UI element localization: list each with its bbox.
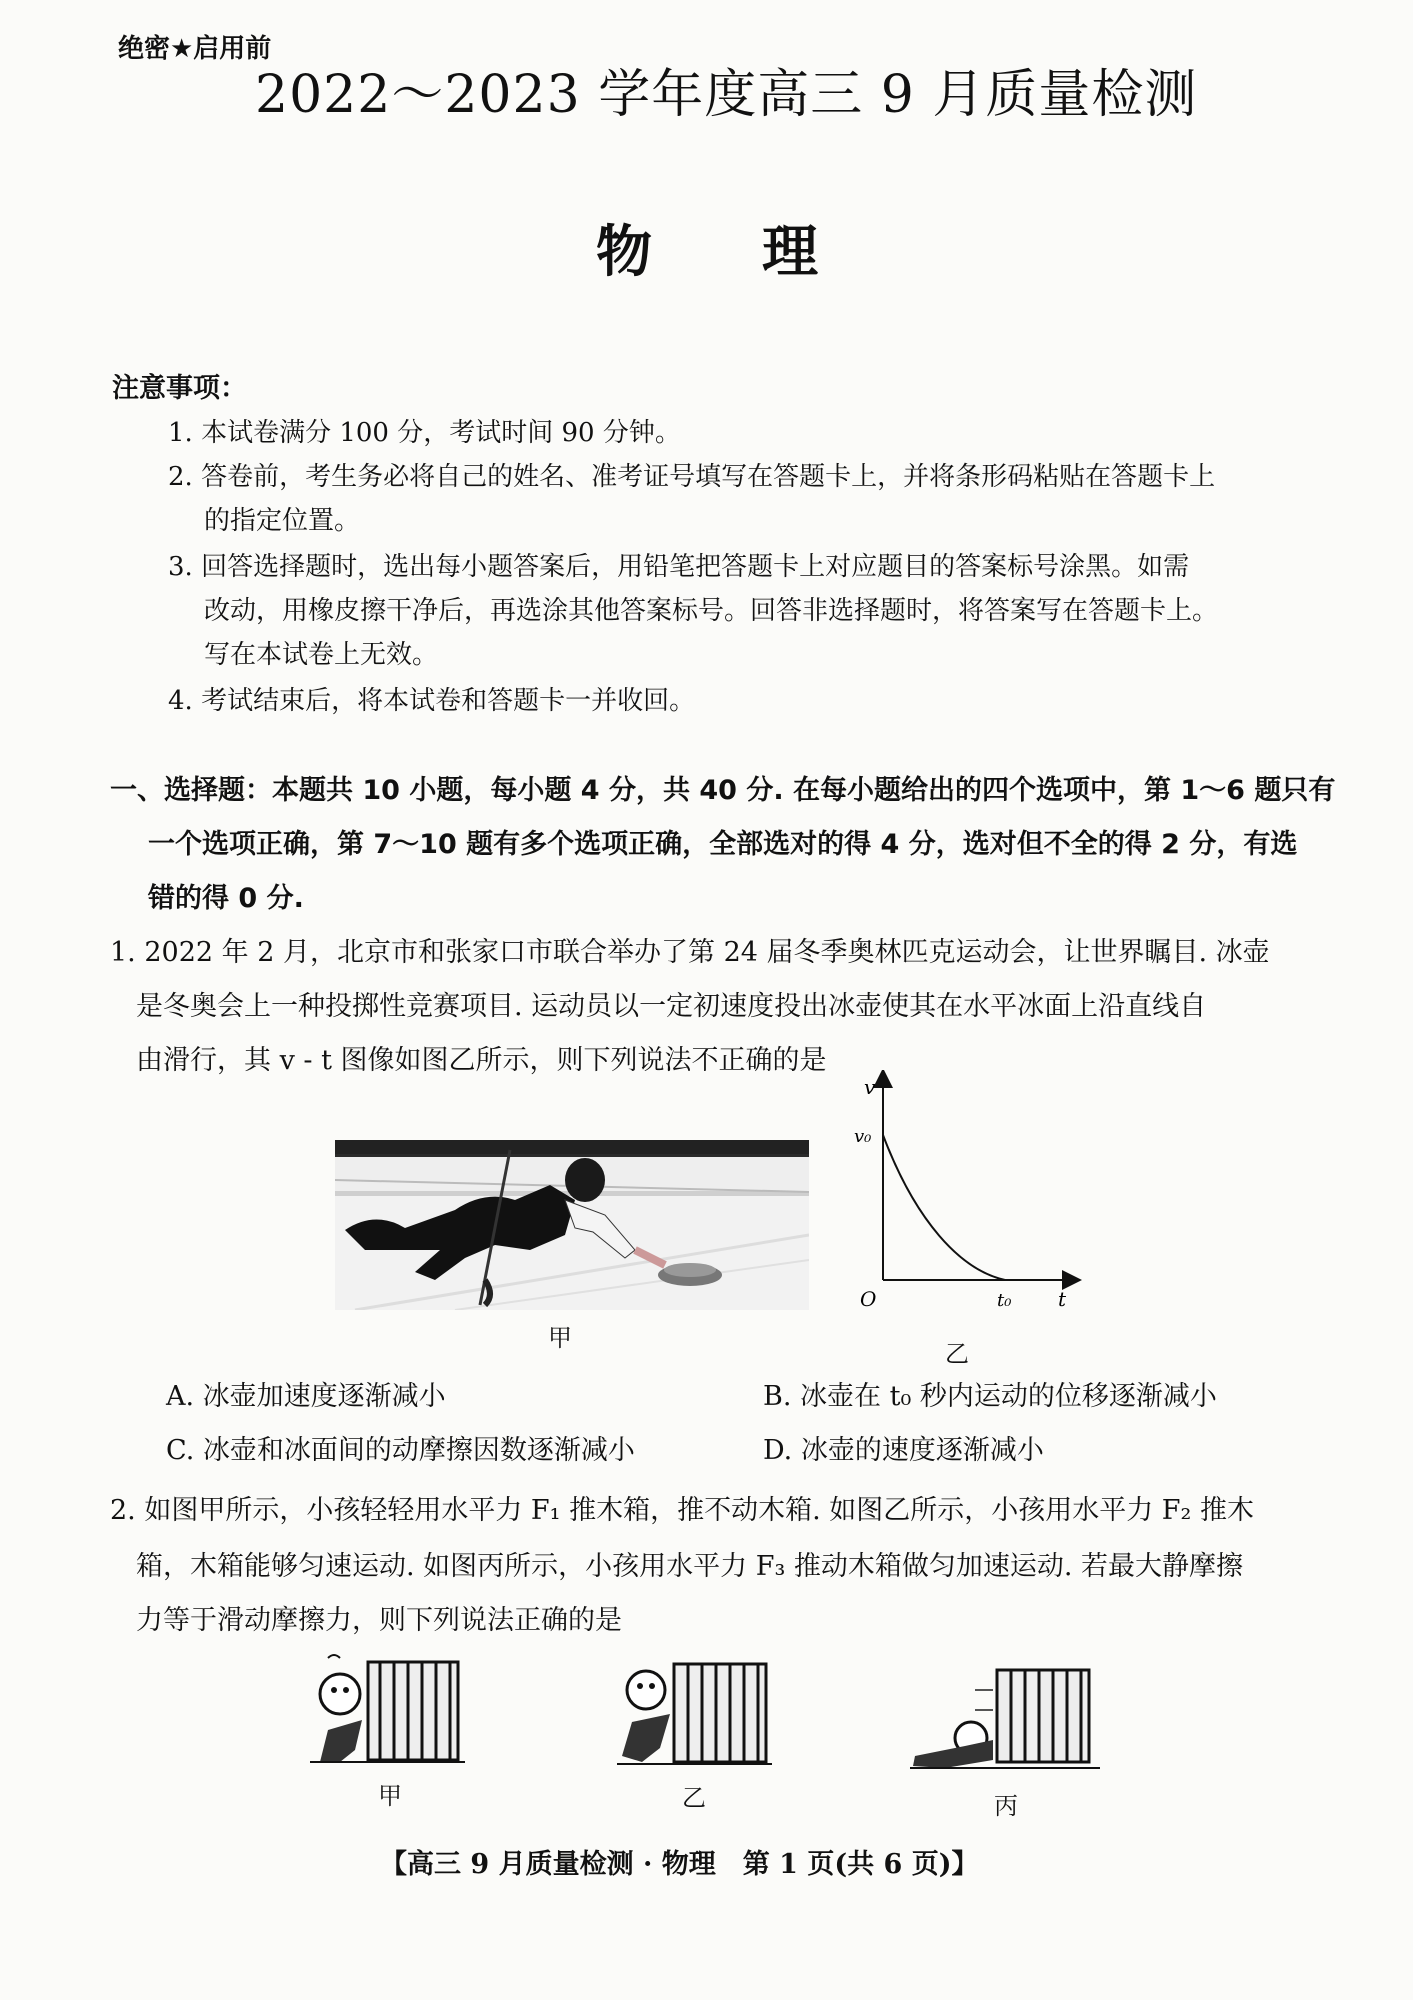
question-2-line: 力等于滑动摩擦力，则下列说法正确的是 [136, 1605, 622, 1636]
figure-label-bing: 丙 [994, 1792, 1018, 1820]
question-2-line: 2. 如图甲所示，小孩轻轻用水平力 F₁ 推木箱，推不动木箱. 如图乙所示，小孩用水平力 F₂ 推木 [110, 1495, 1254, 1526]
option-b: B. 冰壶在 t₀ 秒内运动的位移逐渐减小 [763, 1381, 1217, 1412]
note-line: 3. 回答选择题时，选出每小题答案后，用铅笔把答题卡上对应题目的答案标号涂黑。如需 [168, 552, 1190, 582]
note-line: 4. 考试结束后，将本试卷和答题卡一并收回。 [168, 686, 696, 716]
notes-heading: 注意事项： [112, 373, 247, 404]
velocity-curve [883, 1135, 1005, 1280]
curling-photo [335, 1140, 809, 1310]
note-line: 写在本试卷上无效。 [204, 640, 439, 670]
question-2-line: 箱，木箱能够匀速运动. 如图丙所示，小孩用水平力 F₃ 推动木箱做匀加速运动. 若最大静摩擦 [136, 1551, 1244, 1582]
vt-graph [840, 1070, 1100, 1340]
section-heading-line: 错的得 0 分. [148, 883, 304, 914]
note-line: 1. 本试卷满分 100 分，考试时间 90 分钟。 [168, 418, 681, 448]
option-a: A. 冰壶加速度逐渐减小 [166, 1381, 446, 1412]
note-line: 改动，用橡皮擦干净后，再选涂其他答案标号。回答非选择题时，将答案写在答题卡上。 [204, 596, 1219, 626]
question-1-line: 是冬奥会上一种投掷性竞赛项目. 运动员以一定初速度投出冰壶使其在水平冰面上沿直线自 [136, 991, 1207, 1022]
child-pushing-crate-jia [300, 1650, 470, 1770]
note-line: 2. 答卷前，考生务必将自己的姓名、准考证号填写在答题卡上，并将条形码粘贴在答题卡上 [168, 462, 1216, 492]
t0-label: t₀ [997, 1290, 1012, 1311]
exam-title: 2022～2023 学年度高三 9 月质量检测 [255, 65, 1198, 125]
section-heading-line: 一个选项正确，第 7～10 题有多个选项正确，全部选对的得 4 分，选对但不全的得 2 分，有选 [148, 829, 1298, 860]
figure-label-yi: 乙 [945, 1340, 969, 1368]
note-line: 的指定位置。 [204, 506, 361, 536]
option-c: C. 冰壶和冰面间的动摩擦因数逐渐减小 [166, 1435, 635, 1466]
figure-label-jia: 甲 [548, 1324, 572, 1352]
confidential-mark: 绝密★启用前 [118, 34, 272, 64]
child-pushing-crate-bing [905, 1660, 1105, 1780]
v0-label: v₀ [854, 1126, 872, 1147]
origin-label: O [860, 1287, 877, 1311]
section-heading-line: 一、选择题：本题共 10 小题，每小题 4 分，共 40 分. 在每小题给出的四个选项中，第 1～6 题只有 [110, 775, 1336, 806]
option-d: D. 冰壶的速度逐渐减小 [763, 1435, 1044, 1466]
question-1-line: 由滑行，其 v - t 图像如图乙所示，则下列说法不正确的是 [136, 1045, 827, 1076]
page-footer: 【高三 9 月质量检测 · 物理 第 1 页(共 6 页)】 [380, 1849, 979, 1880]
figure-label-yi-2: 乙 [682, 1784, 706, 1812]
subject-title: 物理 [596, 219, 928, 285]
child-pushing-crate-yi [612, 1652, 782, 1772]
figure-label-jia-2: 甲 [378, 1782, 402, 1810]
t-axis-label: t [1058, 1287, 1067, 1311]
v-axis-label: v [864, 1075, 876, 1099]
question-1-line: 1. 2022 年 2 月，北京市和张家口市联合举办了第 24 届冬季奥林匹克运动会，让世界瞩目. 冰壶 [110, 937, 1270, 968]
